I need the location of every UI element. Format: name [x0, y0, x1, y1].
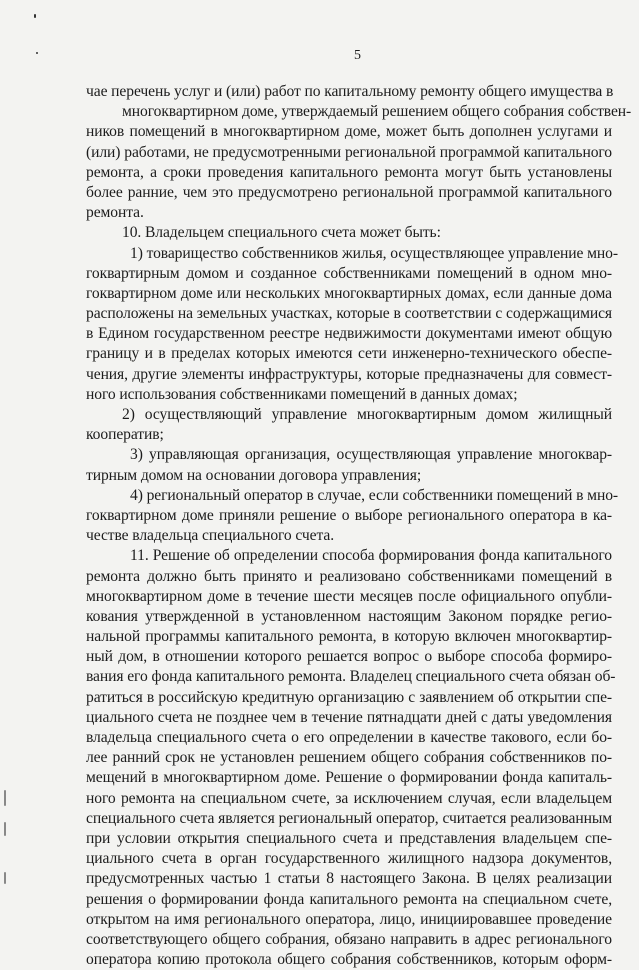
text-line: специального счета является региональный оператор, считается реализованным: [86, 809, 612, 827]
text-line: соответствующего общего собрания, обязано направить в адрес регионального: [86, 930, 612, 948]
text-line: кооператив;: [86, 426, 164, 444]
text-line: чае перечень услуг и (или) работ по капитальному ремонту общего имущества в: [86, 83, 614, 100]
text-line: 3) управляющая организация, осуществляющая управление многокваp-: [130, 446, 612, 464]
text-line: 4) региональный оператор в случае, если собственники помещений в мно-: [130, 486, 618, 504]
text-line: ного использования собственниками помещений в данных домах;: [86, 385, 518, 403]
text-line: ного ремонта на специальном счете, за исключением случая, если владельцем: [86, 789, 612, 807]
text-line: ремонта.: [86, 204, 144, 222]
text-line: предусмотренных частью 1 статьи 8 настоящего Закона. В целях реализации: [86, 870, 612, 888]
text-line: кования утвержденной в установленном настоящим Законом порядке регио-: [86, 607, 612, 625]
text-line: вания его фонда капитального ремонта. Владелец специального счета обязан об-: [86, 668, 616, 686]
text-line: 10. Владельцем специального счета может быть:: [122, 224, 441, 242]
text-line: открытом на имя регионального оператора, лицо, инициировавшее проведение: [86, 910, 612, 928]
text-line: границу и в пределах которых имеются сети инженерно-технического обеспе-: [86, 345, 612, 363]
document-body-text: [86, 82, 632, 970]
text-line: 11. Решение об определении способа формирования фонда капитального: [130, 547, 612, 565]
text-line: тирным домом на основании договора управления;: [86, 466, 422, 484]
scan-edge-mark: [4, 872, 6, 884]
text-line: оператора копию протокола общего собрания собственников, которым оформ-: [86, 951, 612, 969]
scan-speck: [36, 52, 38, 54]
text-line: при условии открытия специального счета и представления владельцем спе-: [86, 829, 612, 847]
scan-edge-mark: [4, 790, 6, 806]
text-line: в Едином государственном реестре недвижимости документами имеют общую: [86, 325, 612, 343]
text-line: (или) работами, не предусмотренными региональной программой капитального: [86, 143, 612, 161]
text-line: решения о формировании фонда капитального ремонта на специальном счете,: [86, 890, 612, 908]
text-line: 1) товарищество собственников жилья, осуществляющее управление мно-: [130, 244, 618, 262]
text-line: гоквартирном доме приняли решение о выборе регионального оператора в ка-: [86, 506, 612, 524]
text-line: лее ранний срок не установлен решением общего собрания собственников по-: [86, 749, 612, 767]
text-line: ников помещений в многоквартирном доме, может быть дополнен услугами и: [86, 123, 612, 141]
text-line: ратиться в российскую кредитную организацию с заявлением об открытии спе-: [86, 688, 612, 706]
text-line: гоквартирном доме или нескольких многоквартирных домах, если данные дома: [86, 284, 612, 302]
scan-edge-mark: [4, 822, 6, 836]
text-line: многоквартирном доме в течение шести месяцев после официального опубли-: [86, 587, 612, 605]
text-line: нальной программы капитального ремонта, в которую включен многоквартир-: [86, 628, 612, 646]
text-line: честве владельца специального счета.: [86, 527, 335, 545]
text-line: мещений в многоквартирном доме. Решение о формировании фонда капиталь-: [86, 769, 612, 787]
text-line: циального счета в орган государственного жилищного надзора документов,: [86, 850, 612, 868]
text-line: гоквартирным домом и созданное собственниками помещений в одном мно-: [86, 264, 612, 282]
text-line: ный дом, в отношении которого решается вопрос о выборе способа формиро-: [86, 648, 612, 666]
text-line: более ранние, чем это предусмотрено региональной программой капитального: [86, 183, 612, 201]
text-line: расположены на земельных участках, которые в соответствии с содержащимися: [86, 305, 612, 323]
text-line: ремонта должно быть принято и реализовано собственниками помещений в: [86, 567, 612, 585]
text-line: владельца специального счета о его определении в качестве такового, если бо-: [86, 729, 612, 746]
text-line: 2) осуществляющий управление многоквартирным домом жилищный: [122, 406, 612, 423]
text-line: чения, другие элементы инфраструктуры, которые предназначены для совмест-: [86, 365, 612, 383]
scan-speck: [34, 14, 36, 18]
text-line: циального счета не позднее чем в течение пятнадцати дней с даты уведомления: [86, 708, 612, 726]
text-line: ремонта, а сроки проведения капитального ремонта могут быть установлены: [86, 163, 612, 181]
text-line: многоквартирном доме, утверждаемый решением общего собрания собствен-: [122, 103, 632, 121]
page-number: 5: [354, 48, 361, 63]
